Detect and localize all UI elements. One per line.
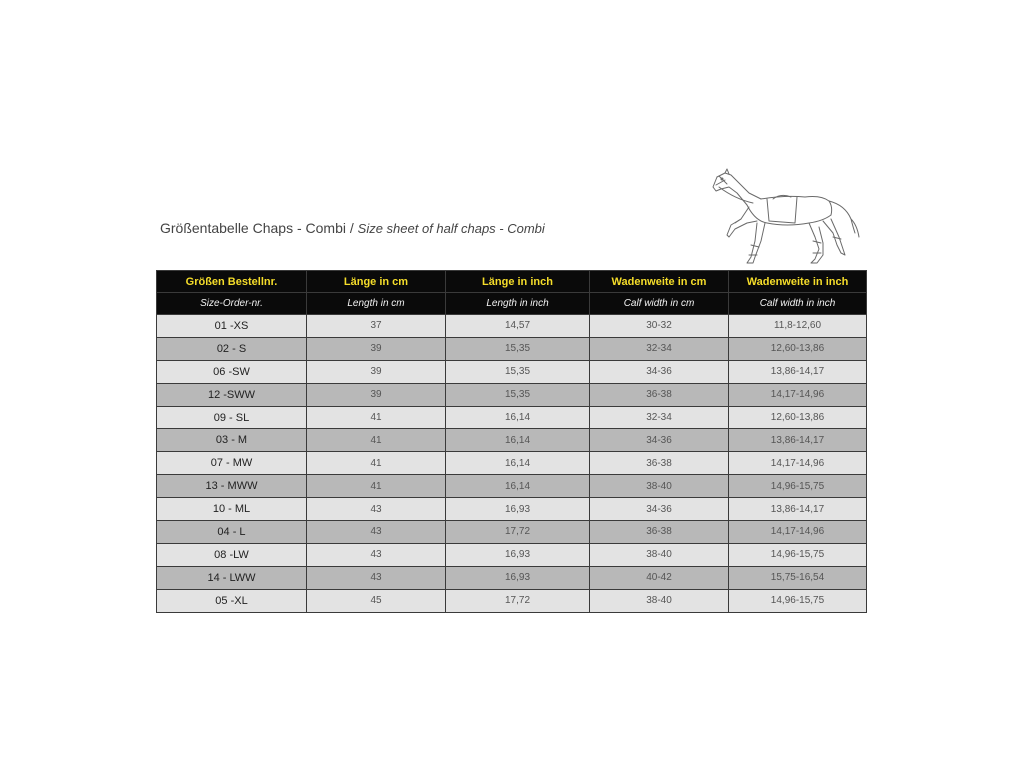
cell-calf-inch: 14,17-14,96 xyxy=(729,521,867,544)
cell-size: 06 -SW xyxy=(157,360,307,383)
cell-length-inch: 16,14 xyxy=(446,475,590,498)
cell-calf-inch: 11,8-12,60 xyxy=(729,315,867,338)
cell-length-inch: 15,35 xyxy=(446,360,590,383)
header-length-cm-en: Length in cm xyxy=(307,293,446,315)
table-row xyxy=(157,429,867,452)
cell-length-cm: 41 xyxy=(307,452,446,475)
cell-calf-inch: 14,17-14,96 xyxy=(729,452,867,475)
cell-size: 01 -XS xyxy=(157,315,307,338)
cell-length-cm: 41 xyxy=(307,406,446,429)
cell-calf-cm: 38-40 xyxy=(590,475,729,498)
header-row-german xyxy=(157,271,867,293)
cell-size: 08 -LW xyxy=(157,543,307,566)
cell-calf-inch: 14,17-14,96 xyxy=(729,383,867,406)
header-length-inch-en: Length in inch xyxy=(446,293,590,315)
header-row-english xyxy=(157,293,867,315)
header-calf-inch-de: Wadenweite in inch xyxy=(729,271,867,293)
cell-length-inch: 16,93 xyxy=(446,566,590,589)
header-size-order-de: Größen Bestellnr. xyxy=(157,271,307,293)
cell-length-cm: 43 xyxy=(307,543,446,566)
table-row xyxy=(157,337,867,360)
cell-calf-cm: 38-40 xyxy=(590,543,729,566)
cell-length-inch: 16,14 xyxy=(446,452,590,475)
cell-calf-cm: 36-38 xyxy=(590,452,729,475)
title-german: Größentabelle Chaps - Combi / xyxy=(160,220,354,236)
cell-calf-cm: 34-36 xyxy=(590,498,729,521)
cell-calf-inch: 14,96-15,75 xyxy=(729,475,867,498)
cell-calf-cm: 36-38 xyxy=(590,521,729,544)
header-size-order-en: Size-Order-nr. xyxy=(157,293,307,315)
cell-calf-cm: 34-36 xyxy=(590,360,729,383)
cell-length-cm: 41 xyxy=(307,429,446,452)
cell-size: 10 - ML xyxy=(157,498,307,521)
cell-calf-cm: 32-34 xyxy=(590,406,729,429)
table-row xyxy=(157,521,867,544)
table-row xyxy=(157,475,867,498)
cell-size: 04 - L xyxy=(157,521,307,544)
cell-calf-inch: 14,96-15,75 xyxy=(729,589,867,612)
cell-length-inch: 16,14 xyxy=(446,406,590,429)
cell-calf-cm: 40-42 xyxy=(590,566,729,589)
header-calf-inch-en: Calf width in inch xyxy=(729,293,867,315)
cell-length-cm: 43 xyxy=(307,566,446,589)
cell-calf-inch: 12,60-13,86 xyxy=(729,406,867,429)
table-row xyxy=(157,566,867,589)
cell-size: 14 - LWW xyxy=(157,566,307,589)
table-row xyxy=(157,452,867,475)
header-calf-cm-en: Calf width in cm xyxy=(590,293,729,315)
cell-length-inch: 14,57 xyxy=(446,315,590,338)
table-row xyxy=(157,543,867,566)
cell-size: 03 - M xyxy=(157,429,307,452)
cell-calf-inch: 12,60-13,86 xyxy=(729,337,867,360)
title-english: Size sheet of half chaps - Combi xyxy=(357,221,545,236)
cell-length-inch: 16,14 xyxy=(446,429,590,452)
cell-length-inch: 17,72 xyxy=(446,589,590,612)
cell-length-cm: 45 xyxy=(307,589,446,612)
cell-length-cm: 37 xyxy=(307,315,446,338)
cell-length-cm: 43 xyxy=(307,498,446,521)
cell-length-inch: 15,35 xyxy=(446,337,590,360)
table-row xyxy=(157,498,867,521)
cell-calf-cm: 34-36 xyxy=(590,429,729,452)
cell-calf-cm: 32-34 xyxy=(590,337,729,360)
cell-calf-cm: 30-32 xyxy=(590,315,729,338)
cell-length-cm: 39 xyxy=(307,383,446,406)
table-row xyxy=(157,360,867,383)
cell-length-cm: 39 xyxy=(307,337,446,360)
cell-size: 07 - MW xyxy=(157,452,307,475)
cell-length-cm: 39 xyxy=(307,360,446,383)
table-row xyxy=(157,406,867,429)
cell-calf-cm: 36-38 xyxy=(590,383,729,406)
cell-size: 02 - S xyxy=(157,337,307,360)
header-calf-cm-de: Wadenweite in cm xyxy=(590,271,729,293)
table-row xyxy=(157,383,867,406)
cell-calf-inch: 13,86-14,17 xyxy=(729,360,867,383)
cell-length-cm: 43 xyxy=(307,521,446,544)
cell-calf-inch: 13,86-14,17 xyxy=(729,498,867,521)
cell-calf-cm: 38-40 xyxy=(590,589,729,612)
cell-length-inch: 15,35 xyxy=(446,383,590,406)
header-length-inch-de: Länge in inch xyxy=(446,271,590,293)
page-title xyxy=(160,220,545,236)
cell-size: 12 -SWW xyxy=(157,383,307,406)
cell-calf-inch: 15,75-16,54 xyxy=(729,566,867,589)
cell-calf-inch: 13,86-14,17 xyxy=(729,429,867,452)
table-row xyxy=(157,589,867,612)
cell-length-inch: 17,72 xyxy=(446,521,590,544)
cell-size: 09 - SL xyxy=(157,406,307,429)
cell-size: 05 -XL xyxy=(157,589,307,612)
header-length-cm-de: Länge in cm xyxy=(307,271,446,293)
size-table xyxy=(156,270,867,613)
table-row xyxy=(157,315,867,338)
cell-calf-inch: 14,96-15,75 xyxy=(729,543,867,566)
horse-illustration-icon xyxy=(705,165,865,270)
cell-length-cm: 41 xyxy=(307,475,446,498)
cell-length-inch: 16,93 xyxy=(446,543,590,566)
cell-size: 13 - MWW xyxy=(157,475,307,498)
cell-length-inch: 16,93 xyxy=(446,498,590,521)
